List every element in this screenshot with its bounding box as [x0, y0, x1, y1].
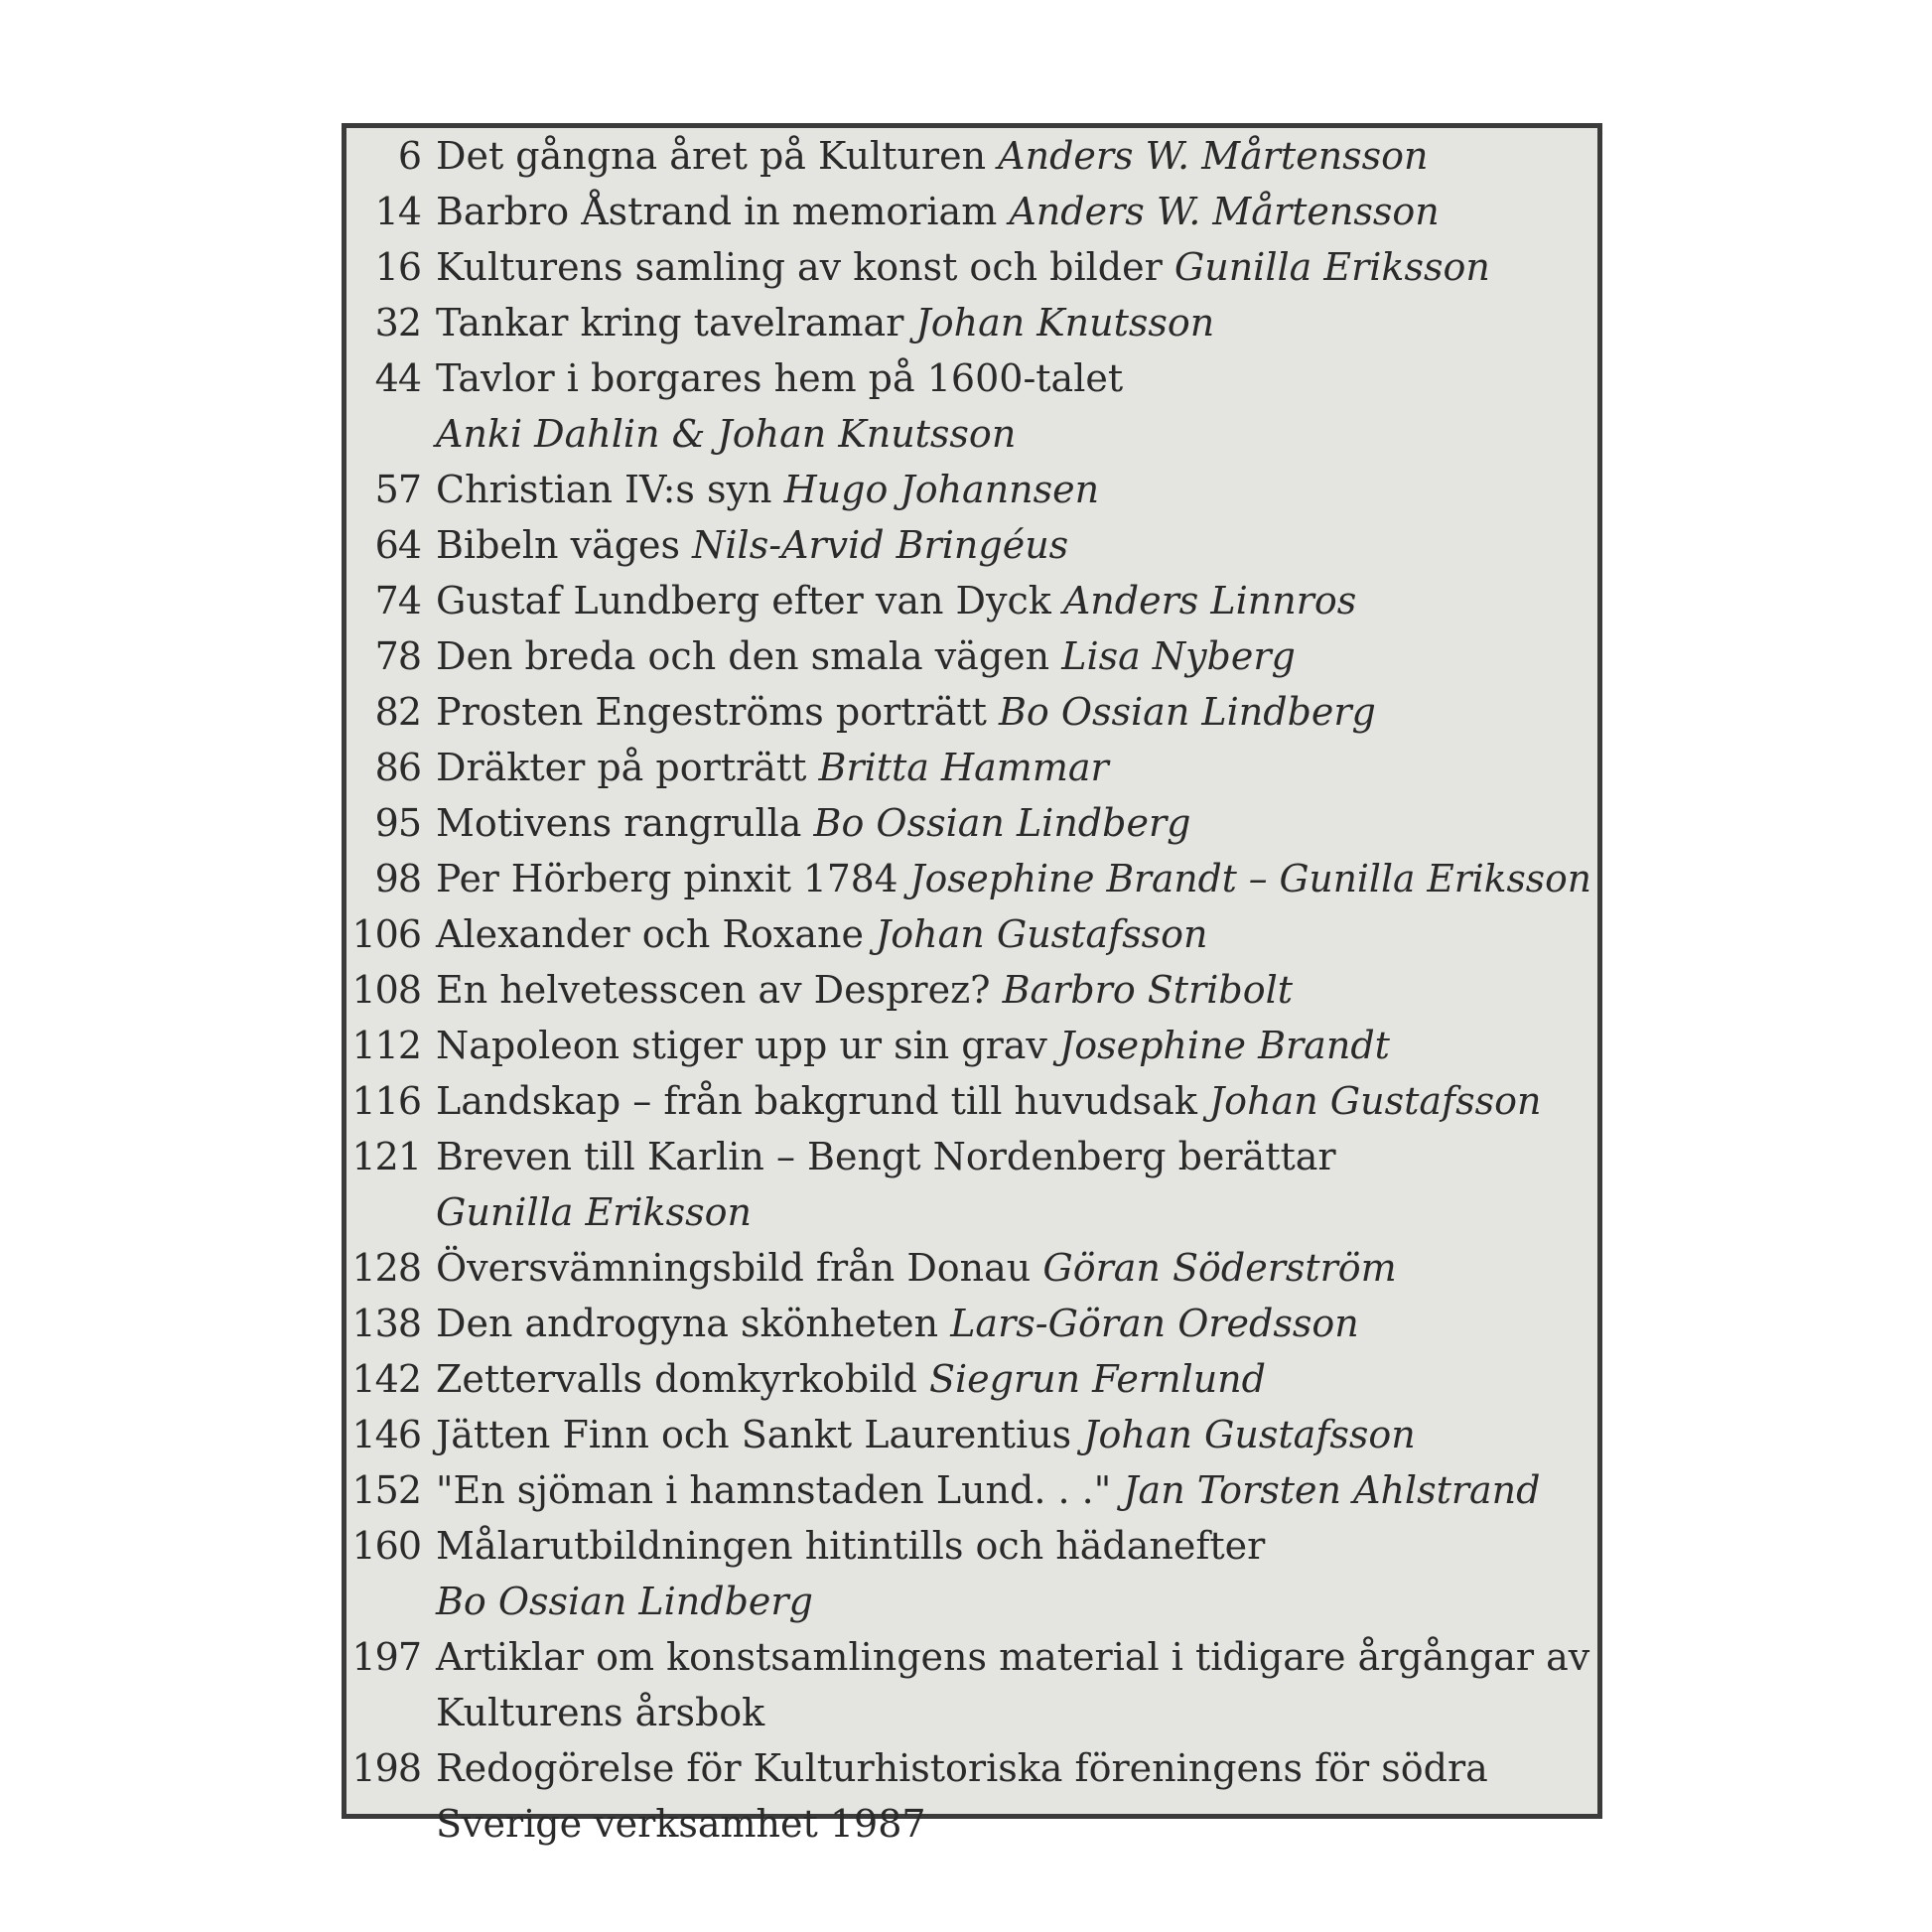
toc-line [346, 1462, 1597, 1518]
entry-text [436, 573, 1356, 628]
page-number: 44 [374, 356, 421, 400]
entry-title: Breven till Karlin – Bengt Nordenberg berättar [436, 1135, 1336, 1178]
page-number: 112 [351, 1024, 421, 1067]
page-number: 197 [351, 1635, 421, 1679]
page-number: 160 [351, 1524, 421, 1568]
entry-title: Zettervalls domkyrkobild [436, 1357, 917, 1401]
page-number: 98 [374, 857, 421, 900]
toc-line [346, 1184, 1597, 1240]
entry-title: Alexander och Roxane [436, 912, 864, 956]
entry-title: Tankar kring tavelramar [436, 301, 904, 345]
entry-text [436, 1574, 813, 1629]
entry-author: Gunilla Eriksson [1173, 245, 1490, 289]
entry-author: Siegrun Fernlund [928, 1357, 1266, 1401]
entry-text [436, 239, 1490, 295]
entry-author: Jan Torsten Ahlstrand [1123, 1468, 1541, 1512]
toc-line [346, 1018, 1597, 1073]
page-number: 6 [397, 134, 421, 178]
entry-author: Lars-Göran Oredsson [950, 1302, 1359, 1345]
toc-line [346, 350, 1597, 406]
entry-text [436, 1740, 1488, 1796]
entry-title: Motivens rangrulla [436, 801, 802, 845]
page-number: 138 [351, 1302, 421, 1345]
entry-text [436, 462, 1099, 517]
toc-line [346, 1073, 1597, 1129]
entry-author: Bo Ossian Lindberg [436, 1580, 813, 1623]
entry-title: Christian IV:s syn [436, 468, 772, 511]
entry-text [436, 906, 1208, 962]
entry-title: Prosten Engeströms porträtt [436, 690, 987, 734]
page-number: 121 [351, 1135, 421, 1178]
entry-text [436, 1073, 1541, 1129]
entry-author: Johan Gustafsson [1208, 1079, 1542, 1123]
page-number: 16 [374, 245, 421, 289]
toc-line [346, 1796, 1597, 1852]
entry-title: Dräkter på porträtt [436, 746, 807, 789]
entry-author: Anki Dahlin & Johan Knutsson [436, 412, 1017, 456]
toc-line [346, 239, 1597, 295]
entry-author: Hugo Johannsen [783, 468, 1100, 511]
page-number: 32 [374, 301, 421, 345]
entry-title: Landskap – från bakgrund till huvudsak [436, 1079, 1197, 1123]
entry-title: Tavlor i borgares hem på 1600-talet [436, 356, 1124, 400]
toc-line [346, 851, 1597, 906]
entry-title: Redogörelse för Kulturhistoriska föreningens för södra [436, 1746, 1488, 1790]
toc-line [346, 740, 1597, 795]
toc-line [346, 1407, 1597, 1462]
entry-text [436, 795, 1190, 851]
entry-author: Josephine Brandt [1059, 1024, 1390, 1067]
toc-line [346, 406, 1597, 462]
entry-text [436, 1685, 764, 1740]
toc-line [346, 962, 1597, 1018]
entry-text [436, 1240, 1397, 1296]
entry-title: Översvämningsbild från Donau [436, 1246, 1032, 1290]
entry-author: Anders W. Mårtensson [998, 134, 1429, 178]
entry-author: Barbro Stribolt [1002, 968, 1294, 1012]
toc-line [346, 1129, 1597, 1184]
page-number: 57 [374, 468, 421, 511]
entry-title: Den breda och den smala vägen [436, 634, 1050, 678]
page-number: 14 [374, 190, 421, 233]
toc-line [346, 1240, 1597, 1296]
toc-line [346, 573, 1597, 628]
toc-line [346, 1685, 1597, 1740]
entry-author: Johan Gustafsson [1083, 1413, 1416, 1456]
toc-line [346, 1296, 1597, 1351]
entry-title: Barbro Åstrand in memoriam [436, 190, 998, 233]
entry-text [436, 295, 1214, 350]
page-number: 74 [374, 579, 421, 622]
entry-text [436, 350, 1123, 406]
toc-line [346, 1351, 1597, 1407]
toc-line [346, 684, 1597, 740]
entry-text [436, 1018, 1390, 1073]
toc-line [346, 295, 1597, 350]
entry-text [436, 1296, 1359, 1351]
entry-title: Kulturens samling av konst och bilder [436, 245, 1163, 289]
page-number: 64 [374, 523, 421, 567]
entry-author: Josephine Brandt – Gunilla Eriksson [909, 857, 1591, 900]
entry-title: Bibeln väges [436, 523, 681, 567]
entry-title: Det gångna året på Kulturen [436, 134, 987, 178]
entry-text [436, 628, 1296, 684]
page-number: 128 [351, 1246, 421, 1290]
entry-title: Kulturens årsbok [436, 1691, 765, 1734]
entry-text [436, 1462, 1540, 1518]
page-number: 86 [374, 746, 421, 789]
toc-line [346, 1574, 1597, 1629]
entry-author: Gunilla Eriksson [436, 1190, 752, 1234]
toc-line [346, 1629, 1597, 1685]
toc-line [346, 462, 1597, 517]
entry-author: Bo Ossian Lindberg [813, 801, 1191, 845]
entry-author: Bo Ossian Lindberg [998, 690, 1376, 734]
entry-title: Sverige verksamhet 1987 [436, 1802, 926, 1846]
toc-line [346, 517, 1597, 573]
entry-text [436, 740, 1109, 795]
entry-text [436, 128, 1429, 184]
entry-text [436, 1184, 752, 1240]
entry-text [436, 1518, 1265, 1574]
entry-text [436, 1407, 1416, 1462]
page-number: 142 [351, 1357, 421, 1401]
entry-title: "En sjöman i hamnstaden Lund. . ." [436, 1468, 1112, 1512]
toc-line [346, 1740, 1597, 1796]
entry-text [436, 406, 1016, 462]
entry-text [436, 851, 1591, 906]
entry-title: Per Hörberg pinxit 1784 [436, 857, 898, 900]
page-number: 108 [351, 968, 421, 1012]
page-number: 95 [374, 801, 421, 845]
entry-title: Målarutbildningen hitintills och hädanefter [436, 1524, 1266, 1568]
page-number: 106 [351, 912, 421, 956]
entry-text [436, 1629, 1589, 1685]
entry-author: Anders W. Mårtensson [1009, 190, 1440, 233]
entry-title: Jätten Finn och Sankt Laurentius [436, 1413, 1072, 1456]
page-number: 198 [351, 1746, 421, 1790]
entry-title: Napoleon stiger upp ur sin grav [436, 1024, 1047, 1067]
entry-author: Nils-Arvid Bringéus [692, 523, 1069, 567]
page-number: 78 [374, 634, 421, 678]
entry-author: Britta Hammar [818, 746, 1109, 789]
entry-text [436, 517, 1068, 573]
toc-line [346, 628, 1597, 684]
entry-title: Artiklar om konstsamlingens material i tidigare årgångar av [436, 1635, 1590, 1679]
page-number: 146 [351, 1413, 421, 1456]
entry-text [436, 1129, 1336, 1184]
toc-line [346, 128, 1597, 184]
entry-text [436, 962, 1293, 1018]
entry-author: Johan Knutsson [915, 301, 1215, 345]
entry-text [436, 1796, 926, 1852]
page-number: 152 [351, 1468, 421, 1512]
entry-title: En helvetesscen av Desprez? [436, 968, 991, 1012]
entry-title: Den androgyna skönheten [436, 1302, 939, 1345]
table-of-contents [346, 128, 1597, 1852]
entry-author: Anders Linnros [1062, 579, 1357, 622]
toc-line [346, 795, 1597, 851]
toc-line [346, 906, 1597, 962]
page-number: 116 [351, 1079, 421, 1123]
entry-text [436, 1351, 1266, 1407]
page-number: 82 [374, 690, 421, 734]
entry-author: Lisa Nyberg [1061, 634, 1296, 678]
entry-text [436, 184, 1440, 239]
scanned-page [342, 123, 1602, 1846]
entry-author: Johan Gustafsson [876, 912, 1208, 956]
entry-author: Göran Söderström [1042, 1246, 1397, 1290]
toc-line [346, 184, 1597, 239]
entry-title: Gustaf Lundberg efter van Dyck [436, 579, 1051, 622]
entry-text [436, 684, 1376, 740]
toc-line [346, 1518, 1597, 1574]
